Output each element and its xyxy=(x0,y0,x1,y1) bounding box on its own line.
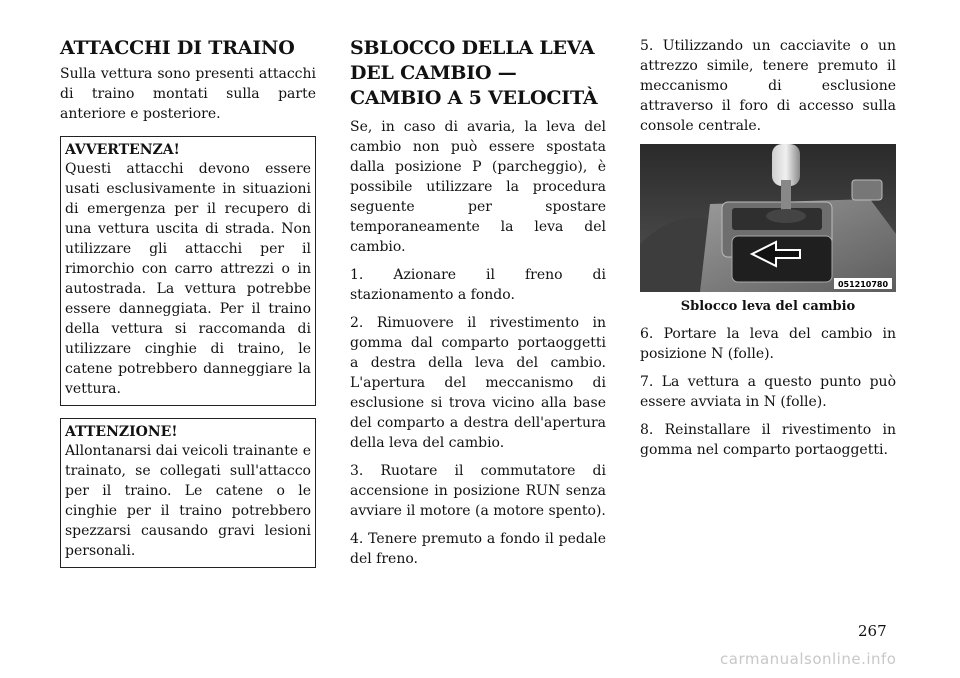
section-title-towing: ATTACCHI DI TRAINO xyxy=(60,37,295,59)
towing-intro: Sulla vettura sono presenti attacchi di traino montati sulla parte anteriore e posteriore. xyxy=(60,66,316,122)
middle-column xyxy=(350,36,606,577)
right-column xyxy=(640,36,896,468)
caution-text: Allontanarsi dai veicoli trainante e trainato, se collegati sull'attacco per il traino. Le catene o le cinghie per il traino potrebbero spezzarsi causando gravi lesioni personali. xyxy=(65,443,311,559)
step-1: 1. Azionare il freno di stazionamento a fondo. xyxy=(350,267,606,303)
section-title-shift-release: SBLOCCO DELLA LEVA DEL CAMBIO — CAMBIO A 5 VELOCITÀ xyxy=(350,37,598,109)
footer-watermark: carmanualsonline.info xyxy=(720,650,897,668)
photo-caption: Sblocco leva del cambio xyxy=(680,299,856,314)
image-code-label: 051210780 xyxy=(837,280,889,289)
warning-box xyxy=(60,136,316,406)
step-2: 2. Rimuovere il rivestimento in gomma dal comparto portaoggetti a destra della leva del cambio. L'apertura del meccanismo di esclusione si trova vicino alla base del comparto a destra dell'apertura della leva del cambio. xyxy=(350,315,606,451)
caution-box xyxy=(60,418,316,568)
step-7: 7. La vettura a questo punto può essere avviata in N (folle). xyxy=(640,374,896,410)
step-8: 8. Reinstallare il rivestimento in gomma nel comparto portaoggetti. xyxy=(640,422,896,458)
step-4: 4. Tenere premuto a fondo il pedale del freno. xyxy=(350,531,606,567)
shifter-illustration xyxy=(640,144,896,292)
step-3: 3. Ruotare il commutatore di accensione in posizione RUN senza avviare il motore (a motore spento). xyxy=(350,463,606,519)
shifter-photo xyxy=(640,144,896,292)
page-number: 267 xyxy=(858,622,887,640)
step-5: 5. Utilizzando un cacciavite o un attrezzo simile, tenere premuto il meccanismo di esclusione attraverso il foro di accesso sulla console centrale. xyxy=(640,38,896,134)
shift-release-intro: Se, in caso di avaria, la leva del cambio non può essere spostata dalla posizione P (parcheggio), è possibile utilizzare la procedura seguente per spostare temporaneamente la leva del cambio. xyxy=(350,119,606,255)
left-column xyxy=(60,36,316,568)
caution-title: ATTENZIONE! xyxy=(65,424,178,440)
warning-text: Questi attacchi devono essere usati esclusivamente in situazioni di emergenza per il recupero di una vettura uscita di strada. Non utilizzare gli attacchi per il rimorchio con carro attrezzi o in autostrada. La vettura potrebbe essere danneggiata. Per il traino della vettura si raccomanda di utilizzare cinghie di traino, le catene potrebbero danneggiare la vettura. xyxy=(65,161,311,397)
warning-title: AVVERTENZA! xyxy=(65,142,180,158)
step-6: 6. Portare la leva del cambio in posizione N (folle). xyxy=(640,326,896,362)
